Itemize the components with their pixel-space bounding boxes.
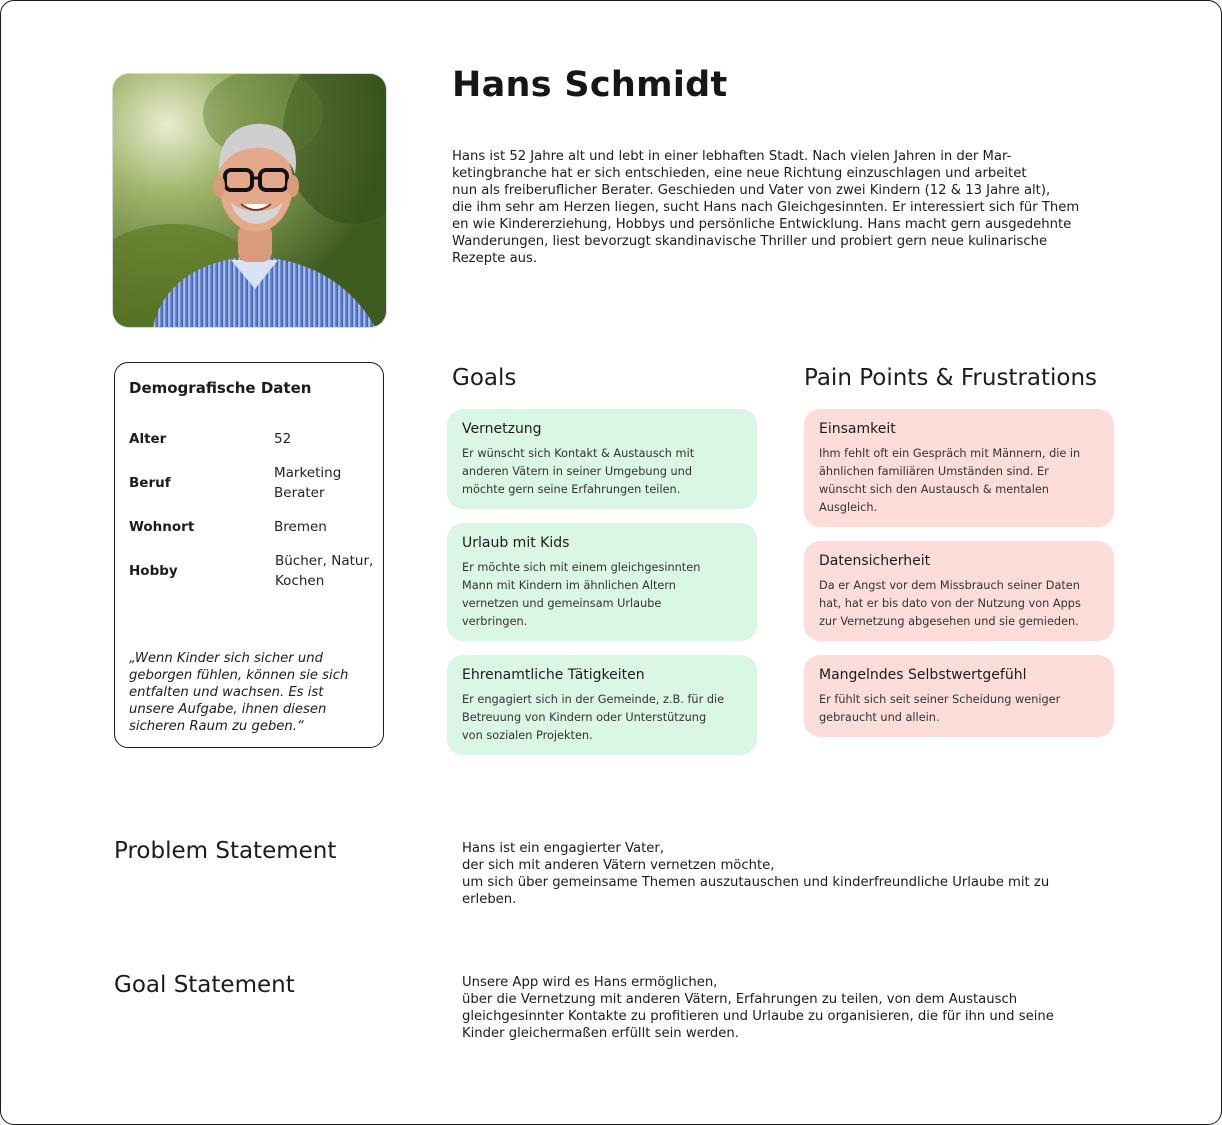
text-line: verbringen. (462, 615, 528, 628)
text-line: Unsere App wird es Hans ermöglichen, (462, 975, 718, 990)
goal-card-title: Urlaub mit Kids (462, 535, 570, 551)
text-line: Er wünscht sich Kontakt & Austausch mit (462, 447, 695, 460)
text-line: über die Vernetzung mit anderen Vätern, Erfahrungen zu teilen, von dem Austausch (462, 992, 1018, 1007)
persona-bio (452, 148, 1122, 267)
demographics-value: Bremen (274, 519, 327, 535)
demographics-key: Hobby (129, 563, 178, 579)
pain-card-title: Datensicherheit (819, 553, 931, 569)
text-line: Er engagiert sich in der Gemeinde, z.B. für die (462, 693, 725, 706)
demographics-key: Wohnort (129, 519, 195, 535)
goal-card (447, 523, 757, 641)
text-line: um sich über gemeinsame Themen auszutauschen und kinderfreundliche Urlaube mit zu (462, 875, 1050, 890)
text-line: von sozialen Projekten. (462, 729, 593, 742)
demographics-value: Marketing Berater (274, 465, 342, 501)
goal-card (447, 655, 757, 755)
text-line: gleichgesinnter Kontakte zu profitieren und Urlaube zu organisieren, die für ihn und seine (462, 1009, 1054, 1024)
goal-card-title: Ehrenamtliche Tätigkeiten (462, 667, 645, 683)
demographics-key: Alter (129, 431, 167, 447)
bio-line: ketingbranche hat er sich entschieden, eine neue Richtung einzuschlagen und arbeitet (452, 166, 1027, 181)
text-line: anderen Vätern in seiner Umgebung und (462, 465, 692, 478)
persona-name: Hans Schmidt (452, 65, 728, 105)
text-line: Betreuung von Kindern oder Unterstützung (462, 711, 707, 724)
text-line: ähnlichen familiären Umständen sind. Er (819, 465, 1049, 478)
text-line: möchte gern seine Erfahrungen teilen. (462, 483, 681, 496)
demographics-value: 52 (274, 431, 292, 447)
pain-card-title: Einsamkeit (819, 421, 896, 437)
pain-card-text (819, 577, 1099, 631)
demographics-card (114, 362, 384, 748)
text-line: der sich mit anderen Vätern vernetzen möchte, (462, 858, 775, 873)
pain-card (804, 655, 1114, 737)
pain-points-title: Pain Points & Frustrations (804, 365, 1098, 391)
pain-card (804, 409, 1114, 527)
pain-card-text (819, 445, 1099, 517)
text-line: erleben. (462, 892, 517, 907)
demographics-key: Beruf (129, 475, 171, 491)
quote-line: sicheren Raum zu geben.“ (129, 719, 304, 734)
text-line: hat, hat er bis dato von der Nutzung von Apps (819, 597, 1081, 610)
text-line: gebraucht und allein. (819, 711, 940, 724)
demographics-value: Bücher, Natur, Kochen (275, 553, 374, 589)
text-line: Ausgleich. (819, 501, 878, 514)
goal-card (447, 409, 757, 509)
bio-line: en wie Kindererziehung, Hobbys und persönliche Entwicklung. Hans macht gern ausgedehnte (452, 217, 1072, 232)
text-line: wünscht sich den Austausch & mentalen (819, 483, 1049, 496)
goal-card-title: Vernetzung (462, 421, 542, 437)
pain-card (804, 541, 1114, 641)
demographics-title: Demografische Daten (129, 379, 312, 397)
bio-line: nun als freiberuflicher Berater. Geschieden und Vater von zwei Kindern (12 & 13 Jahre alt), (452, 183, 1051, 198)
goals-title: Goals (452, 365, 517, 391)
goal-card-text (462, 445, 742, 499)
text-line: vernetzen und gemeinsam Urlaube (462, 597, 662, 610)
pain-card-text (819, 691, 1099, 727)
problem-statement-text (462, 840, 1122, 908)
text-line: Er fühlt sich seit seiner Scheidung weniger (819, 693, 1061, 706)
persona-quote (129, 650, 375, 735)
quote-line: entfalten und wachsen. Es ist (129, 685, 324, 700)
goal-card-text (462, 559, 742, 631)
text-line: Mann mit Kindern im ähnlichen Altern (462, 579, 676, 592)
quote-line: geborgen fühlen, können sie sich (129, 668, 349, 683)
text-line: Ihm fehlt oft ein Gespräch mit Männern, die in (819, 447, 1081, 460)
goal-card-text (462, 691, 742, 745)
text-line: Da er Angst vor dem Missbrauch seiner Daten (819, 579, 1080, 592)
pain-card-title: Mangelndes Selbstwertgefühl (819, 667, 1027, 683)
bio-line: Hans ist 52 Jahre alt und lebt in einer lebhaften Stadt. Nach vielen Jahren in der Mar- (452, 149, 1012, 164)
portrait-illustration (113, 74, 386, 327)
text-line: Hans ist ein engagierter Vater, (462, 841, 665, 856)
quote-line: „Wenn Kinder sich sicher und (129, 651, 323, 666)
bio-line: Rezepte aus. (452, 251, 538, 266)
text-line: Kinder gleichermaßen erfüllt sein werden. (462, 1026, 739, 1041)
bio-line: Wanderungen, liest bevorzugt skandinavische Thriller und probiert gern neue kulinarische (452, 234, 1048, 249)
text-line: zur Vernetzung abgesehen und sie gemieden. (819, 615, 1079, 628)
goal-statement-text (462, 974, 1122, 1042)
goal-statement-title: Goal Statement (114, 972, 295, 998)
quote-line: unsere Aufgabe, ihnen diesen (129, 702, 327, 717)
text-line: Er möchte sich mit einem gleichgesinnten (462, 561, 701, 574)
bio-line: die ihm sehr am Herzen liegen, sucht Hans nach Gleichgesinnten. Er interessiert sich für Them (452, 200, 1080, 215)
persona-photo (113, 74, 386, 327)
problem-statement-title: Problem Statement (114, 838, 337, 864)
